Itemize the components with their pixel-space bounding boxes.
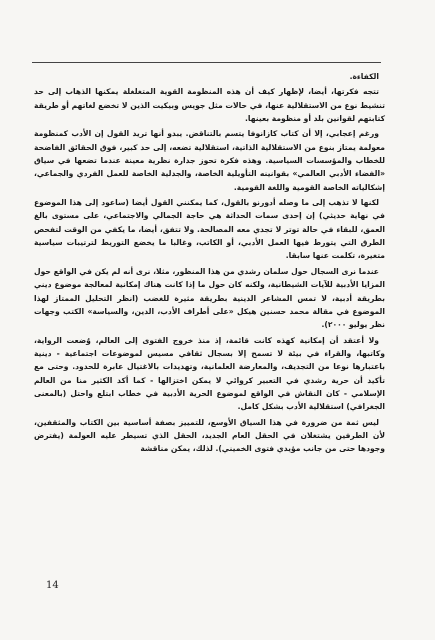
paragraph: لكنها لا تذهب إلى ما وصله أدورنو بالقول، كما يمكنني القول أيضا (ساعود إلى هذا الموضوع في نهاية حديثي) إن إحدى سمات الحداثة هي حاجة الجمالي والاجتماعي، على مستوى بالغ العمق، للبقاء في حالة توتر لا تجدي معه المصالحة. ولا تتفق، أيضا، ما يكفي من الوقت لتفحص الطرق التي يتورط فيها العمل الأدبي، أو الكاتب، وغالبا ما يخضع التوريط لترتيبات سياسية متغيرة، تكلمت عنها سابقا. bbox=[34, 198, 385, 261]
header-rule bbox=[32, 62, 381, 63]
paragraph: ورغم إعجابي، إلا أن كتاب كازانوفا يتسم بالتناقض. يبدو أنها تريد القول إن الأدب كمنظومة معولمة يمتاز بنوع من الاستقلالية الذاتية، استقلالية تضعه، إلى حد كبير، فوق الحقائق الفاضحة للخطاب والمؤسسات السياسية. وهذه فكرة تحوز جدارة نظرية معينة عندما تضعها في سياق «الفضاء الأدبي العالمي» بقوانينه التأويلية الخاصة، والجدلية الخاصة للعمل الفردي والجماعي، إشكالياته الخاصة القومية واللغة القومية. bbox=[34, 129, 385, 192]
paragraph: الكفاءة. bbox=[349, 72, 379, 81]
page-number: 14 bbox=[46, 580, 59, 591]
paragraph: عندما نرى السجال حول سلمان رشدي من هذا المنظور، مثلا، نرى أنه لم يكن في الواقع حول المزايا الأدبية للآيات الشيطانية، ولكنه كان حول ما إذا كانت هناك إمكانية لمعالجة موضوع ديني بطريقة أدبية، لا تمس المشاعر الدينية بطريقة مثيرة للغضب (انظر التحليل الممتاز لهذا الموضوع في مقالة محمد حسنين هيكل «على أطراف الأدب، الدين، والسياسة» الكتب وجهات نظر يوليو ٢٠٠٠). bbox=[34, 266, 385, 330]
paragraph: تتجه فكرتها، أيضا، لإظهار كيف أن هذه المنظومة القوية المتغلغلة يمكنها الذهاب إلى حد تنشيط نوع من الاستقلالية عنها، في حالات مثل جويس وبيكيت الذين لا تخضع لغاتهم أو طريقة كتابتهم لقوانين بلد أو منظومة بعينها. bbox=[34, 87, 385, 124]
body-text bbox=[34, 70, 385, 458]
paragraph: ولا أعتقد أن إمكانية كهذه كانت قائمة، إذ منذ خروج الفتوى إلى العالم، وُضعت الرواية، وكاتبها، والقراء في بيئة لا تسمح إلا بسجال ثقافي مسيس لموضوعات اجتماعية - دينية باعتبارها نوعا من التجديف، والمعارضة العلمانية، وتهديدات بالاغتيال عابرة للحدود. وحتى مع تأكيد أن حرية رشدي في التعبير كروائي لا يمكن اختزالها - كما أكد الكثير منا من العالم الإسلامي - كان النقاش في الواقع لموضوع الحرية الأدبية في خطاب ابتلع واحتل (بالمعنى الجغرافي) استقلالية الأدب بشكل كامل. bbox=[34, 335, 385, 412]
paragraph: ليس ثمة من ضرورة في هذا السياق الأوسع، للتمييز بصفة أساسية بين الكتاب والمثقفين، لأن الطرفين يشتغلان في الحقل العام الجديد، الحقل الذي تسيطر عليه العولمة (يفترض وجودها حتى من جانب مؤيدي فتوى الخميني). لذلك، يمكن مناقشة bbox=[34, 417, 385, 454]
